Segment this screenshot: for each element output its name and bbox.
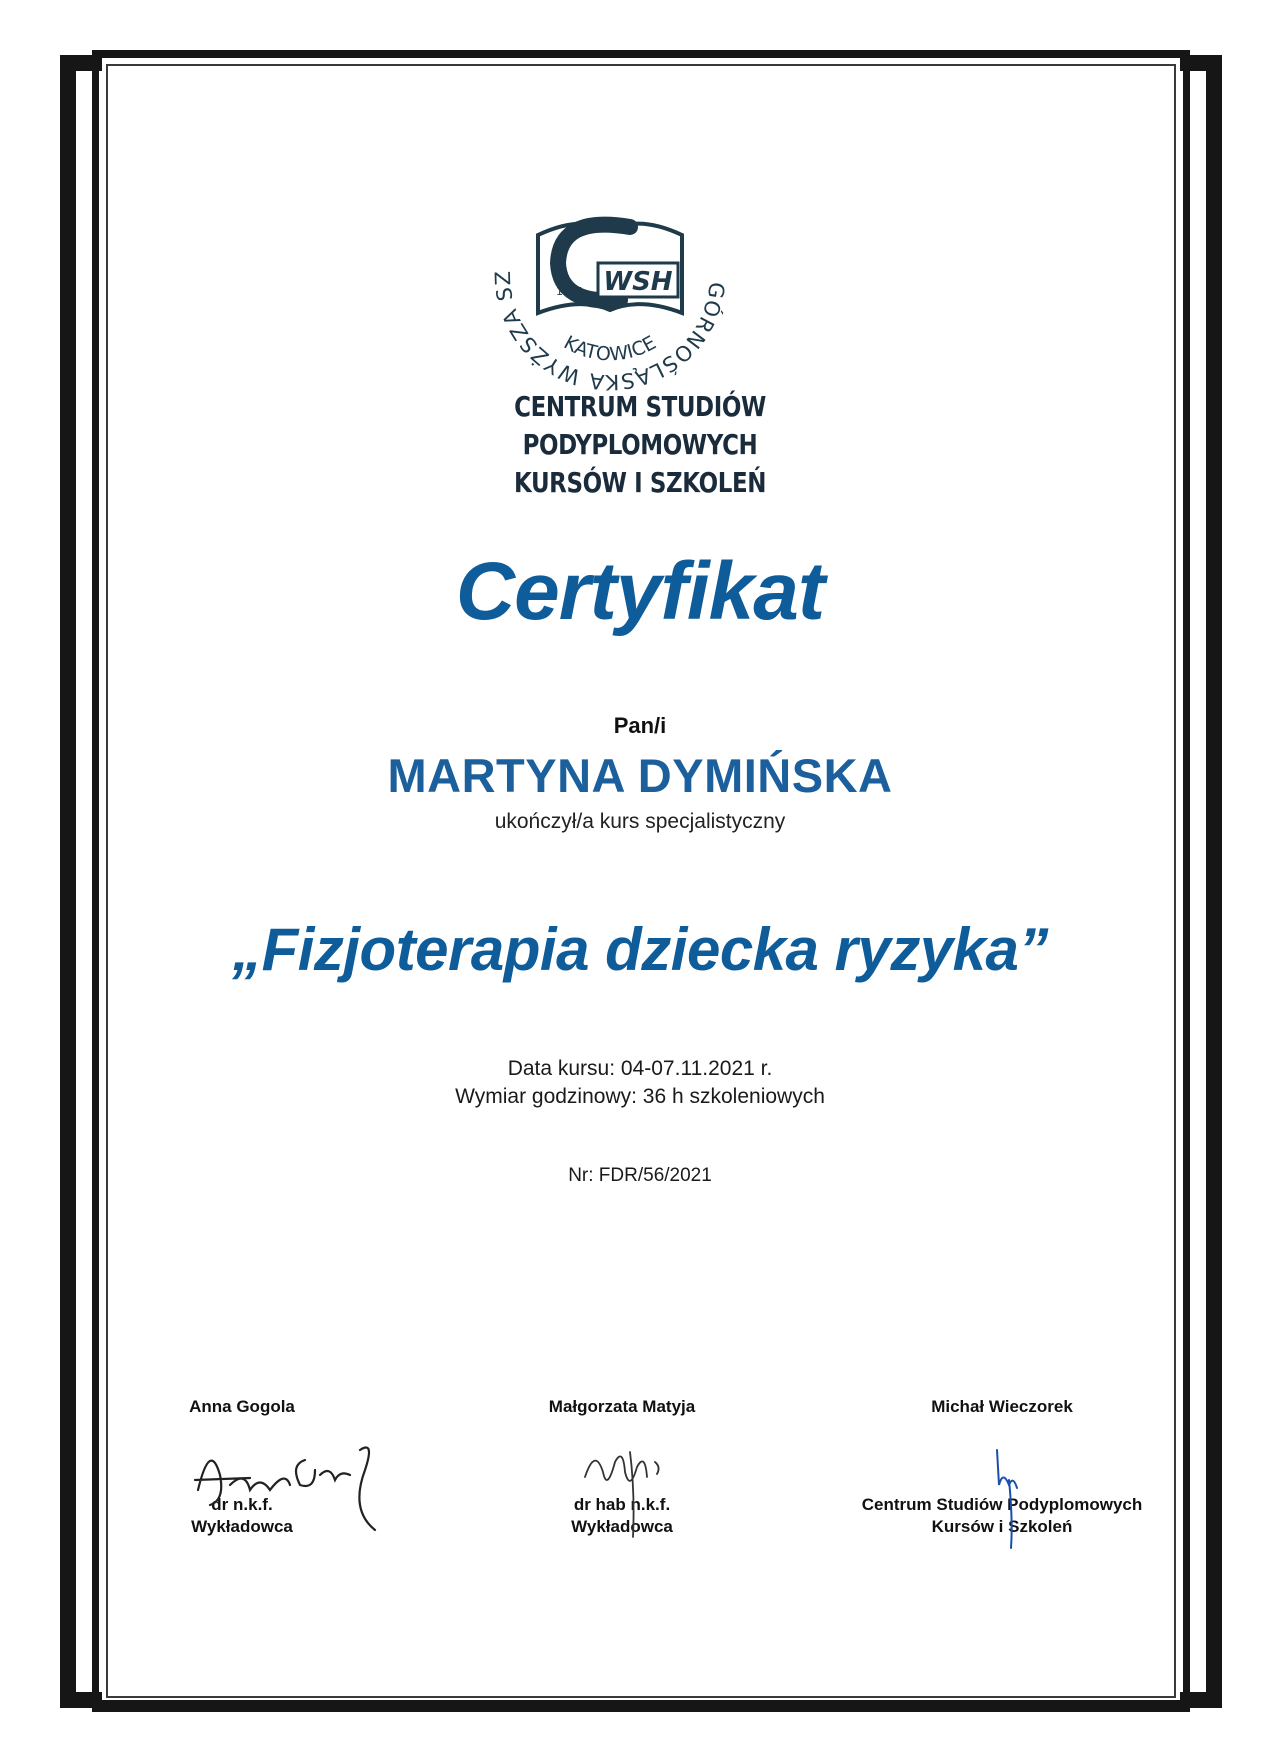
seal-ring-text: GÓRNOŚLĄSKA WYŻSZA SZ [490, 269, 729, 395]
signatory-degree-1: dr n.k.f. [211, 1495, 273, 1514]
signatory-name-3: Michał Wieczorek [931, 1397, 1073, 1416]
seal-graphic [480, 145, 740, 405]
frame-bottom-bar [92, 1700, 1190, 1708]
signatory-name-2: Małgorzata Matyja [548, 1397, 696, 1416]
certificate-title: Certyfikat [455, 546, 825, 637]
salutation: Pan/i [613, 713, 667, 738]
handwritten-signature-3 [985, 1440, 1045, 1550]
signatory-degree-3: Centrum Studiów Podyplomowych [861, 1495, 1143, 1514]
institution-line-1: CENTRUM STUDIÓW [514, 390, 766, 423]
course-details [0, 1055, 1280, 1111]
course-open-quote: „ [232, 916, 262, 983]
institution-line-3: KURSÓW I SZKOLEŃ [513, 466, 767, 499]
signatory-role-3: Kursów i Szkoleń [931, 1517, 1073, 1536]
institution-line-2: PODYPLOMOWYCH [522, 428, 758, 461]
signatory-role-1: Wykładowca [191, 1517, 293, 1536]
course-close-quote: ” [1018, 916, 1048, 983]
signatory-name-1: Anna Gogola [189, 1397, 295, 1416]
frame-top-bar [92, 50, 1190, 58]
seal-bottom-text: KATOWICE [560, 331, 660, 366]
recipient-name: MARTYNA DYMIŃSKA [387, 749, 893, 802]
course-date: Data kursu: 04-07.11.2021 r. [507, 1057, 773, 1080]
handwritten-signature-1 [190, 1430, 420, 1540]
handwritten-signature-2 [575, 1432, 685, 1542]
certificate-number: Nr: FDR/56/2021 [568, 1165, 712, 1186]
svg-text:KATOWICE [560, 332, 660, 366]
signatory-degree-2: dr hab n.k.f. [573, 1495, 671, 1514]
seal-year: 1991 [556, 285, 584, 298]
frame-right-bar [1206, 55, 1222, 1708]
signatory-role-2: Wykładowca [571, 1517, 673, 1536]
course-title [0, 915, 1280, 984]
frame-left-bar [60, 55, 76, 1708]
completion-statement: ukończył/a kurs specjalistyczny [494, 810, 786, 833]
institution-name [115, 388, 1165, 502]
course-name: Fizjoterapia dziecka ryzyka [261, 916, 1019, 983]
course-hours: Wymiar godzinowy: 36 h szkoleniowych [455, 1085, 825, 1108]
seal-monogram: WSH [603, 267, 673, 297]
university-seal-logo [480, 145, 740, 405]
